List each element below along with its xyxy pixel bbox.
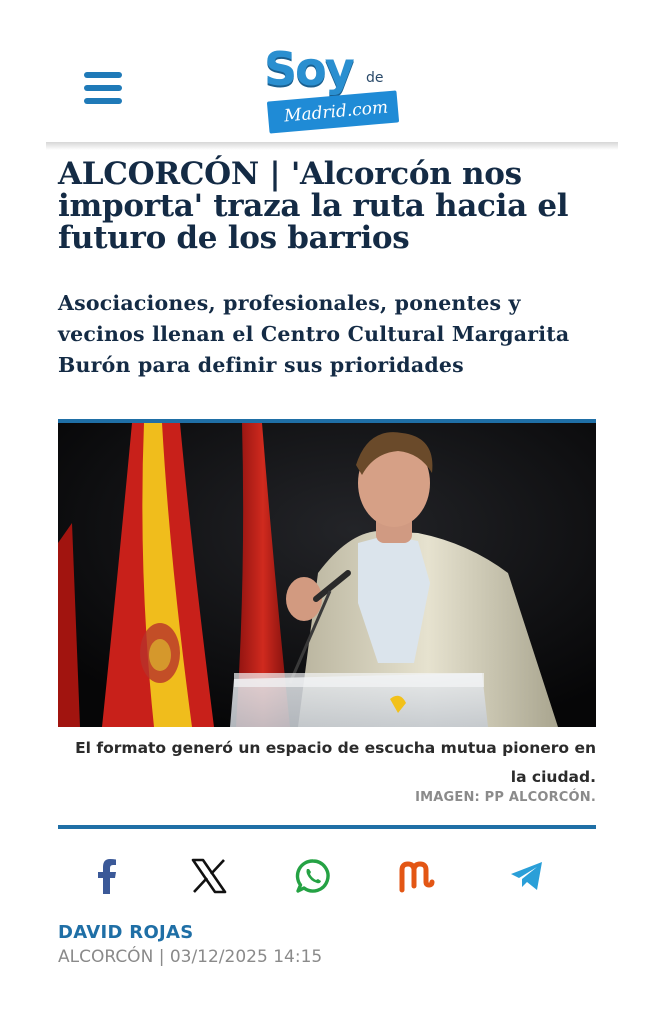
facebook-icon[interactable] xyxy=(84,853,130,899)
article-title: ALCORCÓN | 'Alcorcón nos importa' traza la ruta hacia el futuro de los barrios xyxy=(58,156,569,256)
article-photo[interactable] xyxy=(58,423,596,727)
menu-line xyxy=(84,98,122,104)
logo-word-madrid: Madrid.com xyxy=(283,97,389,127)
article-meta: ALCORCÓN | 03/12/2025 14:15 xyxy=(58,947,323,967)
header-divider xyxy=(46,142,618,150)
whatsapp-icon[interactable] xyxy=(290,853,336,899)
article-subtitle: Asociaciones, profesionales, ponentes y vecinos llenan el Centro Cultural Margarita Burón para definir sus prioridades xyxy=(58,291,570,377)
image-credit: IMAGEN: PP ALCORCÓN. xyxy=(415,790,596,805)
logo-word-soy: Soy xyxy=(264,42,353,96)
speaker-photo-illustration xyxy=(58,423,596,727)
share-separator-bar xyxy=(58,825,596,829)
logo-word-de: de xyxy=(366,70,384,86)
telegram-icon[interactable] xyxy=(504,853,550,899)
author-name[interactable]: DAVID ROJAS xyxy=(58,922,194,943)
menu-line xyxy=(84,85,122,91)
menu-line xyxy=(84,72,122,78)
image-caption: El formato generó un espacio de escucha mutua pionero en la ciudad. xyxy=(75,739,596,786)
site-logo[interactable] xyxy=(262,44,402,138)
site-header xyxy=(0,0,664,142)
meneame-icon[interactable] xyxy=(397,853,443,899)
hamburger-menu-icon[interactable] xyxy=(80,70,126,110)
x-icon[interactable] xyxy=(186,853,232,899)
